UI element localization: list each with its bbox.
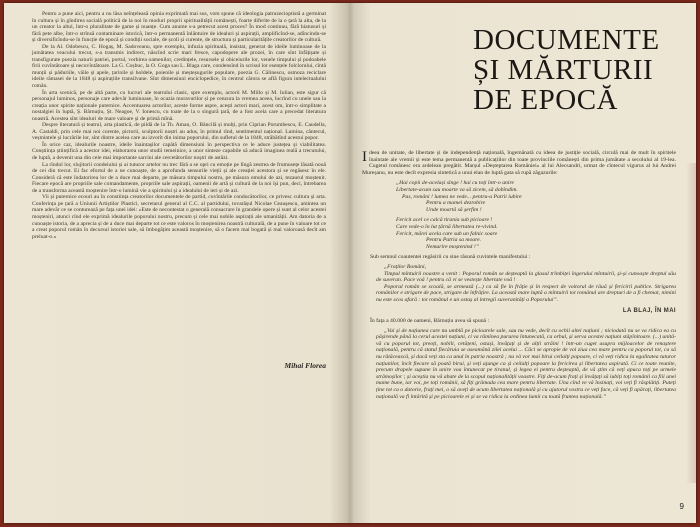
title-line: DE EPOCĂ xyxy=(473,84,618,116)
left-page xyxy=(4,3,348,523)
verse-line: „Hai copii de-același sînge ! hai cu toți într-o unire xyxy=(396,180,514,187)
verse-line: Pentru a mamei dezrobire xyxy=(426,200,486,207)
barnutiu-quote xyxy=(376,328,676,401)
left-paragraph: Despre literatură și teatrul, arta plastică, de pildă de la Th. Aman, O. Băncilă și mulți, prin Ciprian Porumbescu, E. Caudella, A. Castaldi, prin cele mai noi curente, pictorii, sculptorii noștri au adus, în primul rînd, sentimentul național. Lumina, cântecul, veșmintele și lucrările lor, sînt dintre acelea care au izvorît din inima poporului, din sufletul de la 1848, străbătînd acestui popor. xyxy=(32,122,326,142)
final-intro: În fața a 40.000 de oameni, Bărnuțiu avea să spună : xyxy=(370,318,490,325)
verse-line: Pentru Patria sa moare. xyxy=(426,237,482,244)
section-heading: LA BLAJ, ÎN MAI xyxy=(622,308,676,315)
verse-line: Libertate-acum sau moarte va să zicem, să dobîndim. xyxy=(396,186,518,193)
left-paragraph: În orice caz, idealurile noastre, ideile înaintașilor capătă dimensiuni în perspectiva ce le aduce justețea și viabilitatea. Conștiința științifică a acestor idei, elaborarea unor studii temeinice, a unor sinteze capabile să aducă imaginea reală a trecutului, de luptă, a devenit una din cele mai importante sarcini ale cercetătorilor noștri de astăzi. xyxy=(32,141,326,162)
verse-line: Pas, români ! lumea ne vede... pentru-a Patrii iubire xyxy=(402,193,522,200)
magazine-spread xyxy=(4,3,696,523)
author-signature: Mihai Florea xyxy=(284,361,326,370)
right-page xyxy=(352,3,696,523)
transition-text: Sub semnul coautentei regăsirii cu sine răsună cuvintele manifestului : xyxy=(370,254,531,261)
quote-paragraph: „Fraților Români, xyxy=(384,263,427,270)
quote-paragraph: Timpul mîntuirii noastre a venit : Poporul român se deșteaptă la glasul trîmbiței îngerului mîntuirii, și-și cunoaște dreptul său de suveran. Pace voă ! pentru că vi se vestește libertate voă ! xyxy=(376,270,676,284)
left-paragraph: La rîndul lor, slujitorii condeiului și ai tuturor artelor nu trec fără a se opri cu emoție pe lîngă zestrea de frumusețe lăsată nouă de cei din trecut. Ei fac efortul de a ne cunoaște, de a aprofunda sensurile vieții și ale creației acestora și se regăsesc în ele. Consideră că este îndatorirea lor de a duce mai departe, pe măsura timpului nostru, pe măsura omului de azi, tezaurul moștenit. Fiecare epocă are propriile sale comandamente, propriile sale aspirații, oamenii de artă și cultură de la noi își pun, deci, întrebarea de a transforma această moștenire într-o lumină vie a spiritului și a idealului de ieri și de azi. xyxy=(32,161,326,194)
verse-line: Fericit, mărei acela care sub un falnic soare xyxy=(396,230,498,237)
quote-paragraph: Poporul român se scoală, se armează (...) ca să fie în frăție și în respect de voitorul de răuă și fericirii publice. Strigarea românilor e strigare de pace, strigare de înfrățire. La această mare luptă a mîntuirii tot românul are drepturi de a fi chemat, nimini nu este scos afară : tot românul e un ostaș al intregii suveranități a Poporului”. xyxy=(376,283,676,303)
poem-verse xyxy=(396,180,676,250)
quote-paragraph: „Vai și de națiunea care nu umblă pe picioarele sale, sau nu vede, decît cu ochii altei națiuni ; niciodată nu se va ridica ea cu pășirende până la cerul acestei națiuni, ci va rămînea pururea întunecată, ca orbul, și serva acestei națiuni stăpînitoare. (...) unită-vă cu poporul tot, preoți, nobili, cetățeni, ostași, învățați și de alții străini ! într-un cuget asupra mijloacelor de renaștere națională, pentru că statul fiecăruia se aseamănă zilei acelui ... Căci se apropie de voi ziua cea mare pentru ca poporul tot, ca să nu rătăcească, și dacă veți sta ca unul în patria noastră ; nu vă vor mai birui ceilalți popoare, ci vă veți ridica la egalitatea tuturor națiunilor, încît fiecare să poată birui, și veți ajunge ca și ceilalți popoare la fericirea și libertatea aspirată. Ci ce toate reunite, precum drapele supune în unire voa întunecat pe tiranul, și legea ei pentru deșteaptă, de vă știm că veți apuca toți pe urmele strămoșilor ; și aceștia nu vă abate de la scopul naționalității voastre. Fiți de-acum frați și învățați să iubiți toți românii ca fiii unei mame bune, iar voi, pe toți românii, să fiți grămada cea mare pentru libertate. Una cînd ve vă însinați, voi veți fi răsplătiți. Puteți ține tot ca o datorie, frați mei, o să aveți de acum libertatea națională și cu ajutorul vostru ce veți face, că veți fi apărați, libertatea națională va fi întărită și pe picioarele ei și se va ridica la ordinea lumii cu toată fruntea națională.” xyxy=(376,327,676,400)
manifesto-quote xyxy=(376,264,676,304)
title-line: ȘI MĂRTURII xyxy=(473,54,654,86)
left-paragraph: Pentru a pune aici, pentru a nu lăsa neînțeleasă opinia exprimată mai sus, vom spune că ideologia patruzecioptistă a germinat în cultura și în gîndirea socială politică de la noi în moduri proprii spiritualității românești, foarte diferite de la o țară la alta, de la un creator la altul, într-o pluralitate de game și nuanțe. Cum anume s-a petrecut acest proces? În mod continuu, fără hiatusuri și fără pete albe, într-o strînsă contaminare istorică, într-o permanentă înlăntuire de idealuri și aspirații, amplificînd-se, adîncindu-se și diversificîndu-se în funcție de epocă și condiții sociale, de școli și curente, de structura și particularitățile creatorilor de cultură. xyxy=(32,11,326,44)
left-paragraph: Vii și puternice ecouri au în constiința creatorilor documentele de partid, cuvîntările conducătorilor, ce privesc cultura și arta. Conferința pe țară a Uniunii Artiștilor Plastici, secretarul general al C.C. al partidului, tovarășul Nicolae Ceaușescu, amintea un mare adevăr ce se conturează pe fața unei idei: «Este de necontestat o generală consacrare în grandele opere și sunt al celor acestei moșteniri, atunci cînd ele exprimă idealurile poporului nostru, precum și cele mai nobile aspirații ale umanității. Am datoria de a cunoaște istoria, de a aprecia și de a duce mai departe tot ce este valoros în moștenirea noastră culturală, de a pune în valoare tot ce a creat poporul român în decursul istoriei sale, să îmbogățim această moștenire, să o facem mai bogată și mai valoroasă decît am preluat-o.» xyxy=(32,194,326,240)
left-paragraph: În arta scenică, pe de altă parte, cu lucruri ale teatrului clasic, spre exemplu, actorii M. Millo și M. Iulian, este sigur că personajul luminos, personaje care adevăr luminoase, în ocazia moravurilor și pe cenzura la vremea aceea, lucrînd cu unele sau la creația unor spirite naționale puternice. Accentuarea actorilor, aceste forme aspre, acești actori mari, acest om, într-o simplitate a nostalgiei în luptă, Ș. Bărnuțiu, Șt. Neagoe, V. Ionescu, cu toate de la o singură țară, de a fost acela care a precedat literatura noastră. Acestea sînt idealuri de mare valoare și de primă mînă. xyxy=(32,89,326,122)
page-number: 9 xyxy=(679,502,684,511)
intro-paragraph xyxy=(362,150,676,176)
left-article-body xyxy=(32,11,326,240)
verse-line: Care vede-o în lut țărnă libertatea re-vivind. xyxy=(396,223,498,230)
page-edge-shadow xyxy=(686,163,696,483)
drop-cap: I xyxy=(362,149,367,165)
right-article-body xyxy=(362,150,676,403)
title-line: DOCUMENTE xyxy=(473,24,660,56)
left-paragraph: De la Al. Odobescu, C. Hogaș, M. Sadoveanu, spre exemplu, infuzia spirituală, insistat, generat de ideile luminoase de la jumătatea veacului trecut, s-a transmis indirect, născînd scrie mari fresce, capodopere ale prozei, în care sînt înfățișate și transfigurate poezia naturii patriei, portul, vorbirea oamenilor, credințele, resursele și obiceiurile lor, venele timpului și podoabele firii cuvîntătoare și necuvîntătoare. La G. Coșbuc, la O. Goga sau L. Blaga care, condensînd în scrisul lor esențele folclorului, cîntă munții și păduriile, văile și apele, țarinile și holdele, poienile și meșteșugurile populare, poezia G. Călinescu, osmoza reciclare ideile rămasei de la 1848 și aspirațiile transilvane. Sînt dimensiuni enciclopedice, în centrul cărora se află figura intelectualului român. xyxy=(32,43,326,90)
verse-line: Fericit acel ce calcă tirania sub picioare ! xyxy=(396,217,493,224)
verse-line: Unde moartă să șerfim ! xyxy=(426,206,482,213)
intro-text: deea de unitate, de libertate și de independență națională, îngemănată cu ideea de justiție socială, circulă mai de mult în spiritele înaintate ale vremii și este tema permanentă a publicațiilor din toate provinciile românești din prima jumătate a secolului al 19-lea. Cugetul românesc era ardelean pregătit. Marșul «Deșteptarea României» al lui Alecsandri, urmat de cîntecul vigurus al lui Andrei Mureșanu, nu este decît expresia sintetică a unui elan de luptă gata să rupă zăgazurile: xyxy=(362,150,676,176)
verse-line: Nemurire moștenind !” xyxy=(426,243,479,250)
article-title xyxy=(473,25,693,115)
